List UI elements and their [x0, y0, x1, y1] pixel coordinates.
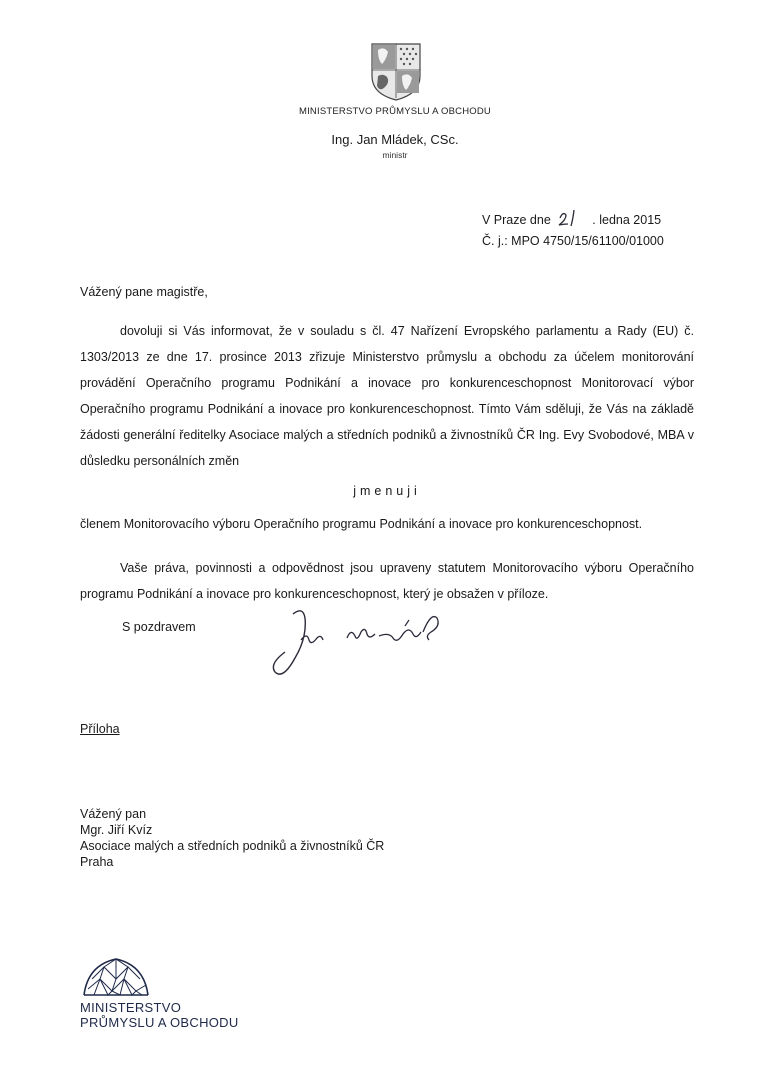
reference-number: Č. j.: MPO 4750/15/61100/01000 — [482, 234, 664, 248]
paragraph-1: dovoluji si Vás informovat, že v souladu s čl. 47 Nařízení Evropského parlamentu a Rady (EU) č. 1303/2013 ze dne 17. prosince 2013 zřizuje Ministerstvo průmyslu a obchodu za účelem monitorování provádění Operačního programu Podnikání a inovace pro konkurenceschopnost Monitorovací výbor Operačního programu Podnikání a inovace pro konkurenceschopnost. Tímto Vám sděluji, že Vás na základě žádosti generální ředitelky Asociace malých a středních podniků a živnostníků ČR Ing. Evy Svobodové, MBA v důsledku personálních změn — [80, 324, 694, 468]
handwritten-day — [554, 208, 592, 228]
recipient-organization: Asociace malých a středních podniků a živnostníků ČR — [80, 839, 385, 853]
signature — [255, 600, 475, 690]
minister-role: ministr — [382, 150, 408, 160]
footer-line-1: MINISTERSTVO — [80, 1000, 182, 1015]
recipient-name: Mgr. Jiří Kvíz — [80, 823, 153, 837]
recipient-block — [80, 806, 384, 870]
letterhead-ministry: MINISTERSTVO PRŮMYSLU A OBCHODU — [298, 106, 491, 117]
date-suffix: . ledna 2015 — [592, 213, 662, 227]
closing-greeting: S pozdravem — [122, 620, 196, 634]
ministry-logo-icon — [80, 955, 152, 997]
minister-name: Ing. Jan Mládek, CSc. — [331, 132, 459, 147]
footer-line-2: PRŮMYSLU A OBCHODU — [80, 1015, 239, 1030]
attachment-label: Příloha — [80, 722, 120, 736]
paragraph-2: Vaše práva, povinnosti a odpovědnost jsou upraveny statutem Monitorovacího výboru Operačního programu Podnikání a inovace pro konkurenceschopnost, který je obsažen v příloze. — [80, 561, 694, 601]
salutation: Vážený pane magistře, — [80, 285, 208, 299]
recipient-line: Vážený pan — [80, 807, 147, 821]
appoint-heading: jmenuji — [353, 484, 421, 498]
date-line — [482, 208, 661, 228]
membership-line: členem Monitorovacího výboru Operačního programu Podnikání a inovace pro konkurenceschopnost. — [80, 517, 643, 531]
state-crest-icon — [370, 42, 422, 102]
footer-ministry-name — [80, 1000, 239, 1030]
date-prefix: V Praze dne — [482, 213, 551, 227]
recipient-city: Praha — [80, 855, 114, 869]
